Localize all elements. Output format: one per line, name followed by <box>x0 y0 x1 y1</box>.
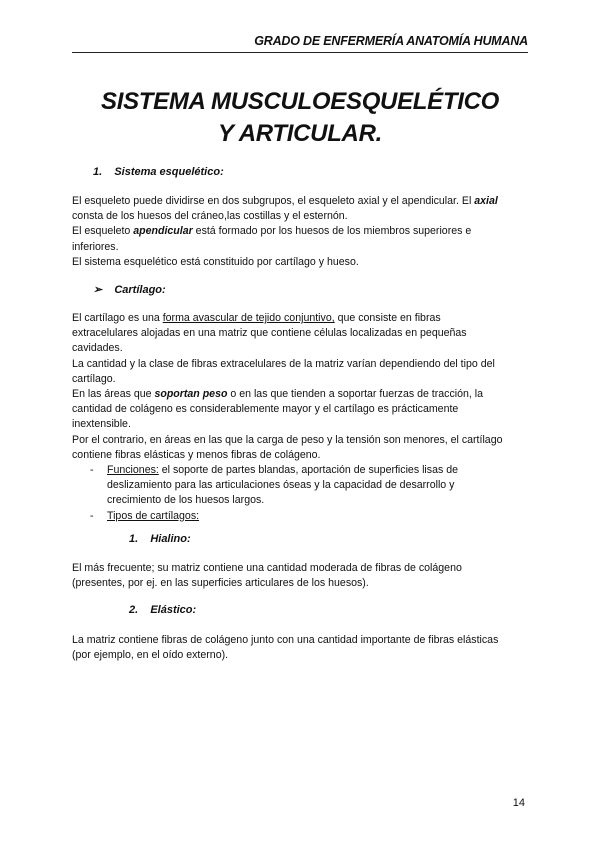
cartilago-title: Cartílago: <box>114 284 166 296</box>
text-line: (por ejemplo, en el oído externo). <box>72 649 229 662</box>
text-run: El cartílago es una <box>72 312 163 324</box>
text-line <box>72 387 532 402</box>
text-line: contiene fibras elásticas y menos fibras de colágeno. <box>72 448 321 461</box>
text-line: crecimiento de los huesos largos. <box>107 494 265 507</box>
tipos-label: Tipos de cartílagos: <box>107 509 200 522</box>
text-line: (presentes, por ej. en las superficies articulares de los huesos). <box>72 577 369 590</box>
cartilago-list <box>90 463 530 524</box>
section-1-body <box>72 194 532 270</box>
text-line: El sistema esquelético está constituido por cartílago y hueso. <box>72 255 359 268</box>
text-line <box>72 224 532 239</box>
list-item-funciones <box>90 463 530 478</box>
hialino-heading <box>129 533 191 545</box>
page-number: 14 <box>512 797 525 809</box>
hialino-number: 1. <box>129 533 139 545</box>
page-title-line-2: Y ARTICULAR. <box>218 120 382 147</box>
term-axial: axial <box>474 195 498 207</box>
text-line: inferiores. <box>72 240 119 253</box>
text-line: consta de los huesos del cráneo,las costillas y el esternón. <box>72 210 348 223</box>
arrow-bullet-icon: ➢ <box>93 284 103 296</box>
dash-bullet: - <box>90 509 94 522</box>
text-line: cartílago. <box>72 372 116 385</box>
text-line <box>72 194 532 209</box>
funciones-label: Funciones: <box>107 464 159 476</box>
term-apendicular: apendicular <box>133 225 193 238</box>
section-1-number: 1. <box>93 166 103 178</box>
text-line: El más frecuente; su matriz contiene una cantidad moderada de fibras de colágeno <box>72 562 462 574</box>
text-line: inextensible. <box>72 418 131 431</box>
text-line: cantidad de colágeno es considerablemente mayor y el cartílago es prácticamente <box>72 403 459 416</box>
text-line: Por el contrario, en áreas en las que la carga de peso y la tensión son menores, el cartílago <box>72 433 503 446</box>
cartilago-heading <box>93 283 166 296</box>
hialino-body <box>72 561 532 591</box>
text-run: está formado por los huesos de los miembros superiores e <box>192 225 472 238</box>
text-line: La matriz contiene fibras de colágeno junto con una cantidad importante de fibras elásticas <box>72 634 499 646</box>
cartilago-body <box>72 311 532 463</box>
header-rule <box>72 52 528 53</box>
text-run: el soporte de partes blandas, aportación de superficies lisas de <box>158 464 458 476</box>
dash-bullet: - <box>90 464 94 476</box>
hialino-title: Hialino: <box>150 533 191 545</box>
text-run: El esqueleto puede dividirse en dos subgrupos, el esqueleto axial y el apendicular. El <box>72 195 475 207</box>
text-run: que consiste en fibras <box>334 312 441 324</box>
section-1-title: Sistema esquelético: <box>114 166 224 178</box>
elastico-title: Elástico: <box>150 604 197 616</box>
page-title-line-1: SISTEMA MUSCULOESQUELÉTICO <box>101 88 499 115</box>
underlined-phrase: forma avascular de tejido conjuntivo, <box>162 312 335 324</box>
elastico-number: 2. <box>129 604 139 616</box>
text-line: cavidades. <box>72 342 123 355</box>
text-run: El esqueleto <box>72 225 134 238</box>
section-1-heading <box>93 166 224 178</box>
term-soportan-peso: soportan peso <box>154 387 228 400</box>
elastico-heading <box>129 604 196 616</box>
elastico-body <box>72 633 532 663</box>
list-item-tipos <box>90 509 530 524</box>
text-line: deslizamiento para las articulaciones óseas y la capacidad de desarrollo y <box>107 479 455 492</box>
text-line <box>72 311 532 326</box>
text-line: La cantidad y la clase de fibras extracelulares de la matriz varían dependiendo del tipo del <box>72 357 495 370</box>
text-run: En las áreas que <box>72 387 155 400</box>
text-line: extracelulares alojadas en una matriz que contiene células localizadas en pequeñas <box>72 327 467 340</box>
text-run: o en las que tienden a soportar fuerzas de tracción, la <box>227 387 484 400</box>
running-header: GRADO DE ENFERMERÍA ANATOMÍA HUMANA <box>254 34 528 48</box>
